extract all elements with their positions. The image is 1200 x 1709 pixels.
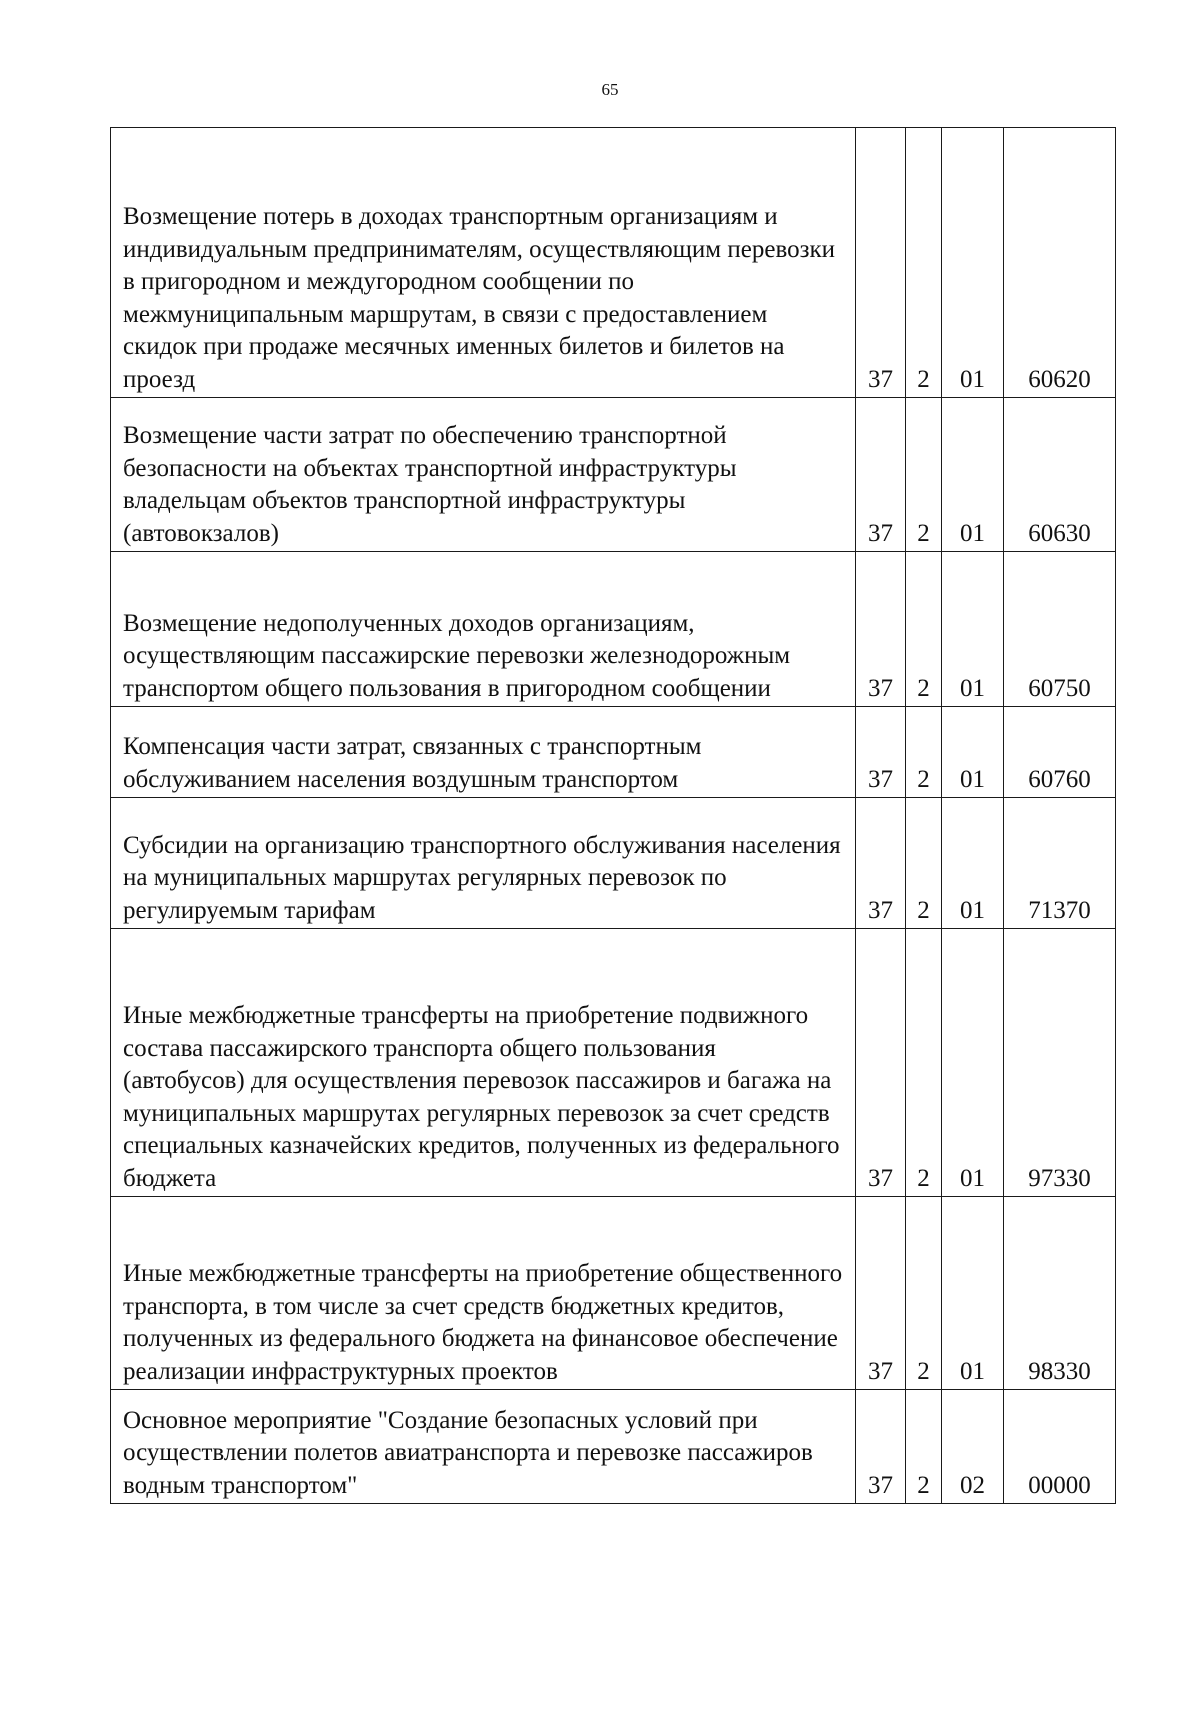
budget-classification-table [110,127,1116,1504]
code-event: 01 [942,798,1004,929]
code-event: 01 [942,929,1004,1197]
code-event: 01 [942,552,1004,707]
row-description: Возмещение части затрат по обеспечению транспортной безопасности на объектах транспортной инфраструктуры владельцам объектов транспортной инфраструктуры (автовокзалов) [111,398,856,552]
code-program: 37 [856,707,906,798]
code-direction: 60620 [1004,128,1116,398]
code-direction: 98330 [1004,1197,1116,1390]
row-description: Иные межбюджетные трансферты на приобретение подвижного состава пассажирского транспорта общего пользования (автобусов) для осуществления перевозок пассажиров и багажа на муниципальных маршрутах регулярных перевозок за счет средств специальных казначейских кредитов, полученных из федерального бюджета [111,929,856,1197]
row-description: Иные межбюджетные трансферты на приобретение общественного транспорта, в том числе за счет средств бюджетных кредитов, полученных из федерального бюджета на финансовое обеспечение реализации инфраструктурных проектов [111,1197,856,1390]
code-direction: 97330 [1004,929,1116,1197]
row-description: Компенсация части затрат, связанных с транспортным обслуживанием населения воздушным транспортом [111,707,856,798]
code-subprogram: 2 [906,707,942,798]
code-event: 02 [942,1390,1004,1504]
code-direction: 60760 [1004,707,1116,798]
table-row [111,707,1116,798]
code-direction: 00000 [1004,1390,1116,1504]
code-subprogram: 2 [906,552,942,707]
code-subprogram: 2 [906,128,942,398]
page-number: 65 [601,80,619,99]
code-event: 01 [942,128,1004,398]
table-row [111,929,1116,1197]
code-subprogram: 2 [906,398,942,552]
code-subprogram: 2 [906,798,942,929]
code-program: 37 [856,798,906,929]
code-program: 37 [856,929,906,1197]
code-program: 37 [856,552,906,707]
code-direction: 60750 [1004,552,1116,707]
code-program: 37 [856,398,906,552]
table-row [111,128,1116,398]
table-row [111,552,1116,707]
row-description: Возмещение потерь в доходах транспортным организациям и индивидуальным предпринимателям, осуществляющим перевозки в пригородном и междугородном сообщении по межмуниципальным маршрутам, в связи с предоставлением скидок при продаже месячных именных билетов и билетов на проезд [111,128,856,398]
code-direction: 71370 [1004,798,1116,929]
code-program: 37 [856,128,906,398]
code-subprogram: 2 [906,1197,942,1390]
row-description: Возмещение недополученных доходов организациям, осуществляющим пассажирские перевозки железнодорожным транспортом общего пользования в пригородном сообщении [111,552,856,707]
code-event: 01 [942,1197,1004,1390]
code-program: 37 [856,1390,906,1504]
table-row [111,1197,1116,1390]
row-description: Субсидии на организацию транспортного обслуживания населения на муниципальных маршрутах регулярных перевозок по регулируемым тарифам [111,798,856,929]
code-event: 01 [942,707,1004,798]
code-direction: 60630 [1004,398,1116,552]
code-event: 01 [942,398,1004,552]
table-row [111,1390,1116,1504]
code-program: 37 [856,1197,906,1390]
row-description: Основное мероприятие "Создание безопасных условий при осуществлении полетов авиатранспорта и перевозке пассажиров водным транспортом" [111,1390,856,1504]
code-subprogram: 2 [906,1390,942,1504]
code-subprogram: 2 [906,929,942,1197]
table-row [111,398,1116,552]
table-row [111,798,1116,929]
